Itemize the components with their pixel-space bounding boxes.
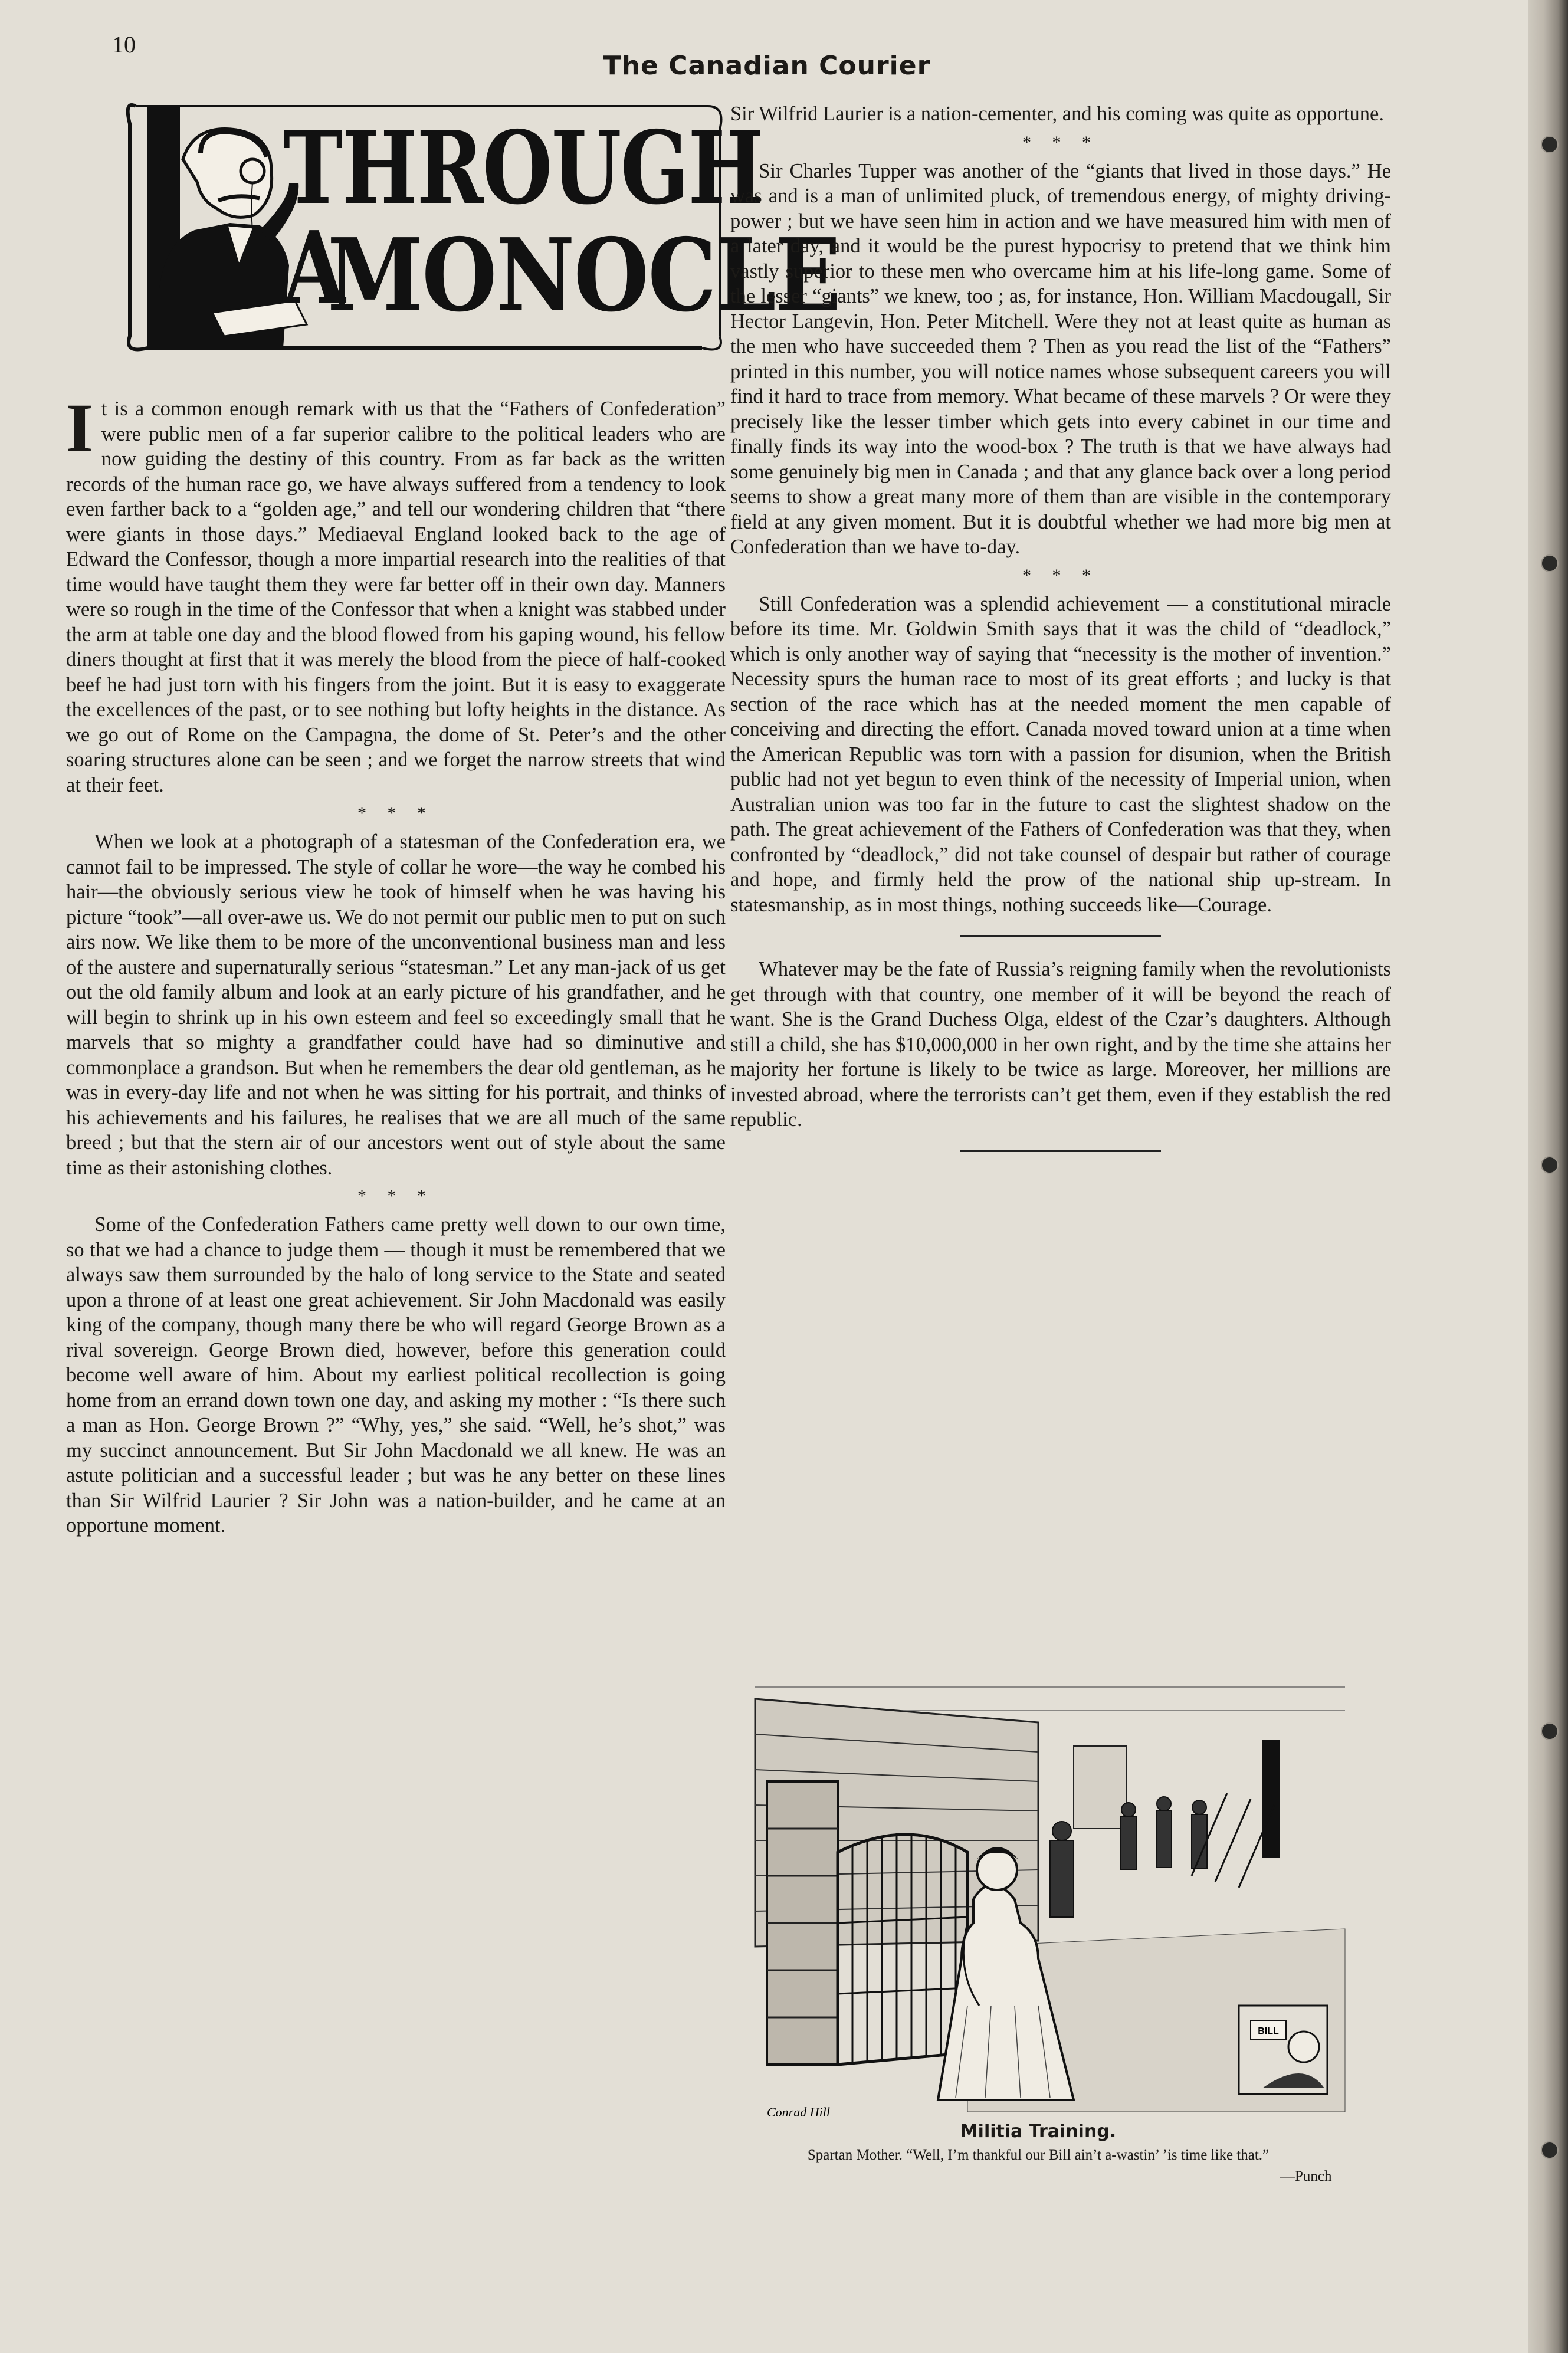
article-right-column xyxy=(730,101,1391,1172)
section-rule xyxy=(960,935,1161,937)
publication-title: The Canadian Courier xyxy=(603,51,931,81)
binding-hole xyxy=(1541,554,1559,572)
masthead-title-line2: MONOCLE xyxy=(327,216,840,334)
article-paragraph xyxy=(730,101,1391,127)
column-masthead xyxy=(112,88,840,360)
article-paragraph xyxy=(66,389,726,798)
bill-sign-text: BILL xyxy=(1258,2026,1279,2036)
section-separator: * * * xyxy=(357,803,434,823)
cartoon-credit: —Punch xyxy=(1280,2168,1332,2184)
paragraph-text: Some of the Confederation Fathers came pretty well down to our own time, so that we had a chance to judge them — though it must be remembered that we always saw them surrounded by the halo of long service to the State and seated upon a throne of at least one great achievement. Sir John Macdonald was easily king of the company, though many there be who will regard George Brown as a rival sovereign. George Brown died, however, before this generation could become well aware of him. About my earliest political recollection is going home from an errand down town one day, and asking my mother : “Is there such a man as Hon. George Brown ?” “Why, yes,” she said. “Well, he’s shot,” was my succinct announcement. But Sir John Macdonald we all knew. He was an astute politician and a successful leader ; but was he any better on these lines than Sir Wilfrid Laurier ? Sir John was a nation-builder, and he came at an opportune moment. xyxy=(66,1213,726,1537)
article-left-column xyxy=(66,389,726,1538)
binding-hole xyxy=(1541,1156,1559,1174)
paragraph-text: Still Confederation was a splendid achievement — a constitutional miracle before its time. Mr. Goldwin Smith says that it was the child of “deadlock,” which is only another way of saying that “necessity is the mother of invention.” Necessity spurs the human race to most of its great efforts ; and lucky is that section of the race which has at the needed moment the men capable of conceiving and directing the effort. Canada moved toward union at a time when the American Republic was torn with a passion for disunion, when the British public had not yet begun to even think of the necessity of Imperial union, when Australian union was too far in the future to cast the slightest shadow on the path. The great achievement of the Fathers of Confederation was that they, when confronted by “deadlock,” did not take counsel of despair but rather of courage and hope, and firmly held the prow of the national ship up-stream. In statesmanship, as in most things, nothing succeeds like—Courage. xyxy=(730,592,1391,916)
binding-hole xyxy=(1541,2141,1559,2159)
masthead-title-line1: THROUGH A xyxy=(283,109,763,327)
section-separator: * * * xyxy=(1022,565,1099,585)
paragraph-text: Whatever may be the fate of Russia’s reigning family when the revolutionists get through with that country, one member of it will be beyond the reach of want. She is the Grand Duchess Olga, eldest of the Czar’s daughters. Although still a child, she has $10,000,000 in her own right, and by the time she attains her majority her fortune is likely to be twice as large. Moreover, her millions are invested abroad, where the terrorists can’t get them, even if they establish the red republic. xyxy=(730,958,1391,1131)
binding-spine xyxy=(1528,0,1568,2353)
militia-training-cartoon xyxy=(743,1675,1357,2124)
drop-cap: I xyxy=(66,389,93,467)
section-separator: * * * xyxy=(1022,132,1099,152)
article-paragraph xyxy=(66,829,726,1180)
cartoon-title: Militia Training. xyxy=(960,2121,1117,2142)
paragraph-text: Sir Charles Tupper was another of the “giants that lived in those days.” He was and is a man of unlimited pluck, of tremendous energy, of mighty driving-power ; but we have seen him in action and we have measured him with men of a later day, and it would be the purest hypocrisy to pretend that we think him vastly superior to these men who overcame him at his life-long game. Some of the lesser “giants” we knew, too ; as, for instance, Hon. William Macdougall, Sir Hector Langevin, Hon. Peter Mitchell. Were they not at least quite as human as the men who have succeeded them ? Then as you read the list of the “Fathers” printed in this number, you will notice names whose subsequent careers you will find it hard to trace from memory. What became of these marvels ? Or were they precisely like the lesser timber which gets into every cabinet in our time and finally finds its way into the wood-box ? The truth is that we have always had some genuinely big men in Canada ; and that any glance back over a long period seems to show a great many more of them than are visible in the contemporary field at any given moment. But it is doubtful whether we had more big men at Confederation than we have to-day. xyxy=(730,159,1391,558)
artist-signature: Conrad Hill xyxy=(767,2105,830,2119)
article-paragraph xyxy=(730,592,1391,918)
binding-hole xyxy=(1541,136,1559,153)
cartoon-caption: Spartan Mother. “Well, I’m thankful our Bill ain’t a-wastin’ ’is time like that.” xyxy=(807,2147,1270,2163)
section-rule xyxy=(960,1150,1161,1152)
article-paragraph xyxy=(730,957,1391,1133)
paragraph-text: Sir Wilfrid Laurier is a nation-cementer, and his coming was quite as opportune. xyxy=(730,103,1384,125)
page-number: 10 xyxy=(112,31,136,58)
bill-inset xyxy=(1239,2006,1327,2094)
paragraph-text: When we look at a photograph of a statesman of the Confederation era, we cannot fail to be impressed. The style of collar he wore—the way he combed his hair—the obviously serious view he took of himself when he was having his picture “took”—all over-awe us. We do not permit our public men to put on such airs now. We like them to be more of the unconventional business man and less of the austere and supernaturally serious “statesman.” Let any man-jack of us get out the old family album and look at an early picture of his grandfather, and he will begin to shrink up in his own esteem and feel so exceedingly small that he marvels that so mighty a grandfather could have had so diminutive and commonplace a grandson. But when he remembers the dear old gentleman, as he was in every-day life and not when he was sitting for his portrait, and thinks of his achievements and his failures, he realises that we are all much of the same breed ; but that the stern air of our ancestors went out of style about the same time as their astonishing clothes. xyxy=(66,831,726,1179)
article-paragraph xyxy=(66,1212,726,1538)
article-paragraph xyxy=(730,159,1391,560)
paragraph-text: t is a common enough remark with us that the “Fathers of Confederation” were public men of a far superior calibre to the political leaders who are now guiding the destiny of this country. From as far back as the written records of the human race go, we have always suffered from a tendency to look even farther back to a “golden age,” and tell our wondering children that “there were giants in those days.” Mediaeval England looked back to the age of Edward the Confessor, though a more impartial research into the realities of that time would have taught them they were far better off in their own day. Manners were so rough in the time of the Confessor that when a knight was stabbed under the arm at table one day and the blood flowed from his gaping wound, his fellow diners thought at first that it was merely the blood from the piece of half-cooked beef he had just torn with his fingers from the joint. But it is easy to exaggerate the excellences of the past, or to see nothing but lofty heights in the distance. As we go out of Rome on the Campagna, the dome of St. Peter’s and the other soaring structures alone can be seen ; and we forget the narrow streets that wind at their feet. xyxy=(66,398,726,796)
section-separator: * * * xyxy=(357,1186,434,1206)
binding-hole xyxy=(1541,1722,1559,1740)
